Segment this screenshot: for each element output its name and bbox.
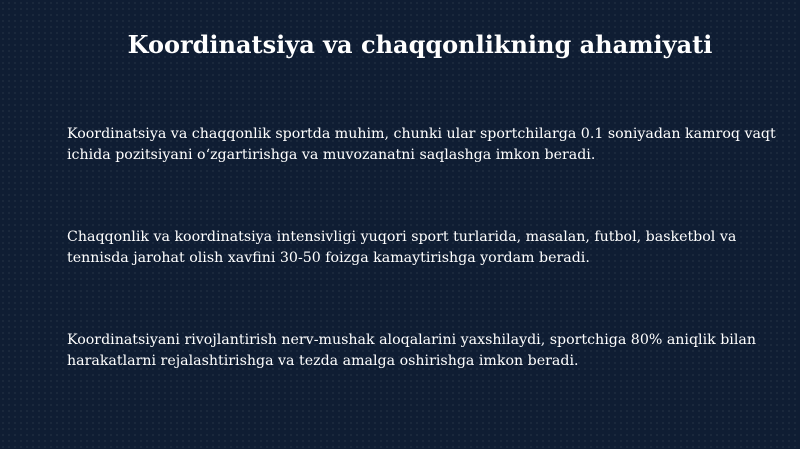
slide-title: Koordinatsiya va chaqqonlikning ahamiyati bbox=[127, 30, 713, 59]
paragraph-3: Koordinatsiyani rivojlantirish nerv-mushak aloqalarini yaxshilaydi, sportchiga 80% aniqlik bilan harakatlarni rejalashtirishga va tezda amalga oshirishga imkon beradi. bbox=[67, 332, 756, 369]
paragraph-2: Chaqqonlik va koordinatsiya intensivligi yuqori sport turlarida, masalan, futbol, basketbol va tennisda jarohat olish xavfini 30-50 foizga kamaytirishga yordam beradi. bbox=[67, 229, 737, 266]
paragraph-1: Koordinatsiya va chaqqonlik sportda muhim, chunki ular sportchilarga 0.1 soniyadan kamroq vaqt ichida pozitsiyani o‘zgartirishga va muvozanatni saqlashga imkon beradi. bbox=[67, 126, 776, 163]
